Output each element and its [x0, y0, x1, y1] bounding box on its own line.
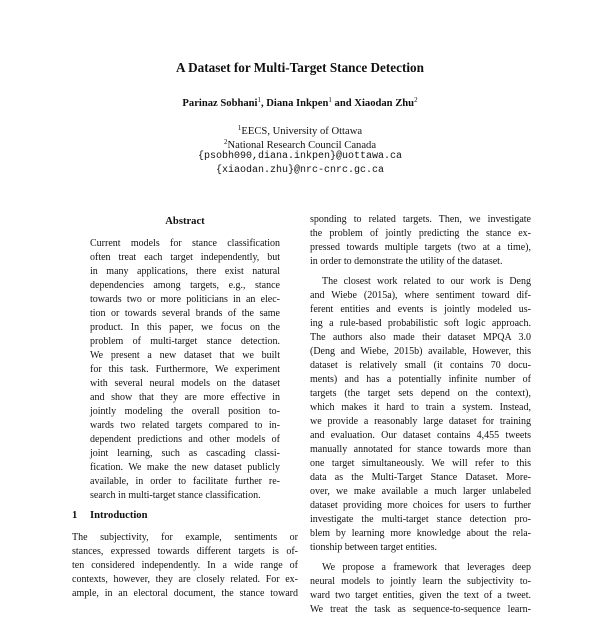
author-affiliation-mark: 1 — [328, 96, 332, 104]
text-line: and evaluation. Our dataset contains 4,455 tweets — [310, 430, 531, 441]
text-line: contexts, however, they are closely related. For ex- — [72, 574, 298, 585]
text-line: ward two target entities, given the text of a tweet. — [310, 590, 531, 601]
text-line: dataset is relatively small (it contains 70 docu- — [310, 360, 531, 371]
affiliation-number: 2 — [223, 138, 228, 146]
section-heading — [72, 510, 148, 521]
text-line: and Wiebe (2015a), where sentiment toward dif- — [310, 290, 531, 301]
text-line: wards two related targets compared to in- — [90, 420, 280, 431]
text-line: ten considered independently. In a wide range of — [72, 560, 298, 571]
affiliation-text: EECS, University of Ottawa — [241, 126, 363, 137]
text-line: The closest work related to our work is Deng — [322, 276, 531, 287]
text-line: often treat each target independently, but — [90, 252, 280, 263]
text-line: blem by learning more knowledge about the rela- — [310, 528, 531, 539]
right-column-body — [310, 213, 531, 617]
text-line: with several neural models on the dataset — [90, 378, 280, 389]
text-line: jointly modeling the overall position to- — [90, 406, 280, 417]
text-line: product. In this paper, we focus on the — [90, 322, 280, 333]
text-line: targets (the target sets depend on the context), — [310, 388, 531, 399]
text-line: ing a rule-based probabilistic soft logic approach. — [310, 318, 531, 329]
text-line: The authors also made their dataset MPQA 3.0 — [310, 332, 531, 343]
text-line: ferent entities and events is jointly modeled us- — [310, 304, 531, 315]
text-line: dependent predictions and other models of — [90, 434, 280, 445]
email-line: {xiaodan.zhu}@nrc-cnrc.gc.ca — [215, 165, 385, 176]
author-affiliation-mark: 2 — [414, 96, 418, 104]
text-line: (Deng and Wiebe, 2015b) available, However, this — [310, 346, 531, 357]
abstract-heading: Abstract — [165, 216, 205, 227]
author-name: Parinaz Sobhani — [182, 98, 258, 109]
affiliation-text: National Research Council Canada — [227, 140, 377, 151]
text-line: We treat the task as sequence-to-sequence learn- — [310, 604, 531, 615]
text-line: one target simultaneously. We will refer to this — [310, 458, 531, 469]
text-line: investigate the multi-target stance detection pro- — [310, 514, 531, 525]
text-line: over, we make available a much larger unlabeled — [310, 486, 531, 497]
text-line: we provide a reasonably large dataset for training — [310, 416, 531, 427]
author-affiliation-mark: 1 — [257, 96, 261, 104]
text-line: The subjectivity, for example, sentiments or — [72, 532, 298, 543]
text-line: data as the Multi-Target Stance Dataset. More- — [310, 472, 531, 483]
section-title: Introduction — [90, 510, 148, 521]
paper-title: A Dataset for Multi-Target Stance Detection — [176, 60, 424, 75]
text-line: tion or towards several brands of the same — [90, 308, 280, 319]
text-line: pressed towards multiple targets (two at a time), — [310, 242, 531, 253]
text-line: dataset providing more choices for users to further — [310, 500, 531, 511]
introduction-body — [72, 531, 298, 601]
text-line: neural models to jointly learn the subjectivity to- — [310, 576, 531, 587]
affiliation-number: 1 — [237, 124, 242, 132]
text-line: towards two or more politicians in an elec- — [90, 294, 280, 305]
section-number: 1 — [72, 510, 78, 521]
text-line: search in multi-target stance classification. — [90, 490, 261, 501]
text-line: manually annotated for stance towards more than — [310, 444, 531, 455]
author-line: Parinaz Sobhani$^1$, Diana Inkpen$^1$ and Xiaodan Zhu$^2$ — [182, 96, 418, 109]
author-name: Diana Inkpen — [266, 98, 329, 109]
text-line: in order to demonstrate the utility of the dataset. — [310, 256, 503, 267]
text-line: ments) and has a potentially infinite number of — [310, 374, 531, 385]
text-line: sponding to related targets. Then, we investigate — [310, 214, 531, 225]
text-line: We present a new dataset that we built — [90, 350, 280, 361]
text-line: and show that they are more effective in — [90, 392, 280, 403]
text-line: dependencies among targets, e.g., stance — [90, 280, 280, 291]
text-line: the problem of jointly predicting the stance ex- — [310, 228, 531, 239]
text-line: stances, expressed towards different targets is of- — [72, 546, 298, 557]
text-line: problem of multi-target stance detection. — [90, 336, 280, 347]
text-line: Current models for stance classification — [90, 238, 280, 249]
text-line: tionship between target entities. — [310, 542, 438, 553]
text-line: We propose a framework that leverages deep — [322, 562, 531, 573]
text-line: for this task. Furthermore, We experiment — [90, 364, 280, 375]
text-line: ample, in an electoral document, the stance toward — [72, 588, 298, 599]
author-name: Xiaodan Zhu — [354, 98, 415, 109]
text-line: which makes it hard to train a system. Instead, — [310, 402, 531, 413]
abstract-body — [90, 237, 280, 503]
text-line: fication. We make the new dataset publicly — [90, 462, 280, 473]
text-line: available, in order to facilitate further re- — [90, 476, 280, 487]
text-line: joint learning, such as cascading classi- — [90, 448, 280, 459]
email-line: {psobh090,diana.inkpen}@uottawa.ca — [197, 151, 403, 162]
text-line: in many applications, there exist natural — [90, 266, 280, 277]
